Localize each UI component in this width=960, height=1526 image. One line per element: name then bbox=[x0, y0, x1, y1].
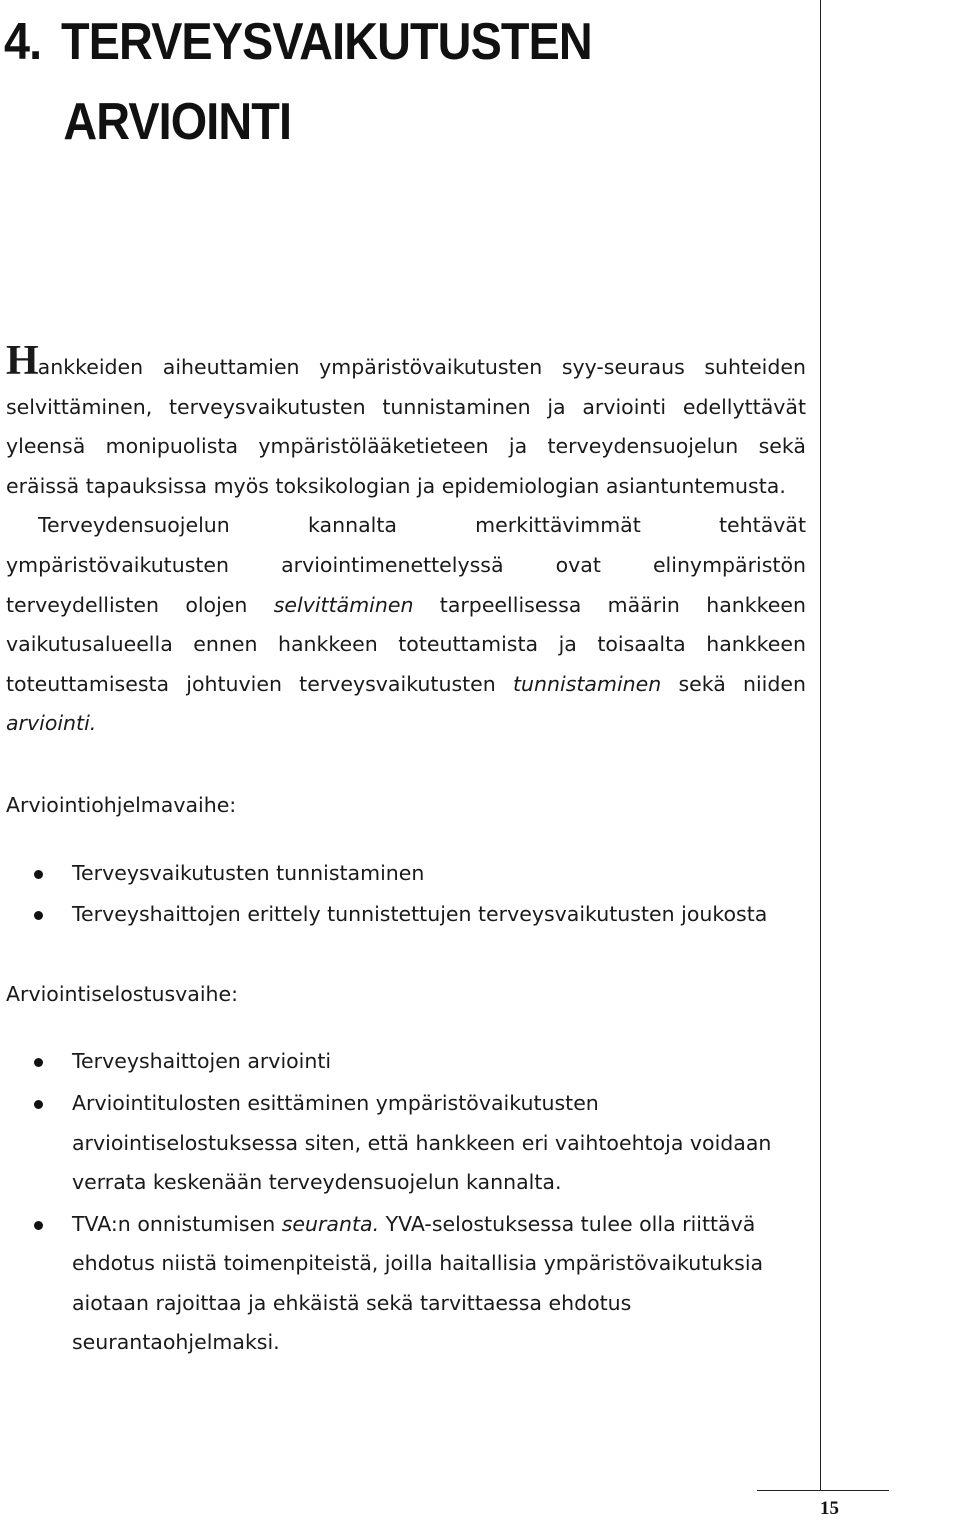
list-item-emphasis: seuranta. bbox=[281, 1211, 380, 1236]
body-text bbox=[6, 338, 806, 1365]
intro-paragraph bbox=[6, 338, 806, 506]
paragraph-health-protection bbox=[6, 506, 806, 744]
page-number: 15 bbox=[820, 1498, 839, 1519]
bullet-list-program-phase bbox=[6, 854, 806, 935]
intro-text: ankkeiden aiheuttamien ympäristövaikutusten syy-seuraus suhteiden selvittäminen, terveysvaikutusten tunnistaminen ja arviointi edellyttävät yleensä monipuolista ympäristölääketieteen ja terveydensuojelun sekä eräissä tapauksissa myös toksikologian ja epidemiologian asiantuntemusta. bbox=[6, 355, 806, 498]
paragraph2-text-1: Terveydensuojelun kannalta merkittävimmät tehtävät ympäristövaikutusten arviointimenettelyssä ovat elinympäristön terveydellisten olojen bbox=[6, 513, 806, 617]
paragraph2-emphasis-2: tunnistaminen bbox=[512, 671, 662, 696]
list-item: Terveyshaittojen arviointi bbox=[6, 1042, 806, 1082]
paragraph2-text-2: tarpeellisessa määrin hankkeen vaikutusalueella ennen hankkeen toteuttamista ja toisaalta hankkeen toteuttamisesta johtuvien terveysvaikutusten bbox=[6, 592, 806, 696]
chapter-title-line2: ARVIOINTI bbox=[63, 93, 292, 151]
list-item-text-2: YVA-selostuksessa tulee olla riittävä ehdotus niistä toimenpiteistä, joilla haitallisia ympäristövaikutuksia aiotaan rajoittaa ja ehkäistä sekä tarvittaessa ehdotus seurantaohjelmaksi. bbox=[72, 1211, 764, 1355]
chapter-title-line1: TERVEYSVAIKUTUSTEN bbox=[61, 13, 592, 71]
paragraph2-text-3: sekä niiden bbox=[661, 671, 806, 696]
list-item-text-1: TVA:n onnistumisen bbox=[72, 1211, 282, 1236]
drop-cap: H bbox=[6, 338, 38, 384]
paragraph2-emphasis-1: selvittäminen bbox=[273, 592, 414, 617]
paragraph2-emphasis-3: arviointi. bbox=[6, 711, 97, 736]
list-item bbox=[6, 1205, 806, 1363]
footer-rule bbox=[757, 1490, 889, 1491]
list-item: Terveysvaikutusten tunnistaminen bbox=[6, 854, 806, 894]
section-label-program-phase: Arviointiohjelmavaihe: bbox=[6, 792, 237, 817]
chapter-number: 4. bbox=[4, 13, 42, 71]
list-item: Arviointitulosten esittäminen ympäristövaikutusten arviointiselostuksessa siten, että hankkeen eri vaihtoehtoja voidaan verrata keskenään terveydensuojelun kannalta. bbox=[6, 1084, 806, 1203]
margin-rule bbox=[820, 0, 821, 1490]
chapter-title bbox=[4, 2, 592, 162]
section-label-report-phase: Arviointiselostusvaihe: bbox=[6, 981, 239, 1006]
bullet-list-report-phase bbox=[6, 1042, 806, 1363]
list-item: Terveyshaittojen erittely tunnistettujen terveysvaikutusten joukosta bbox=[6, 895, 806, 935]
